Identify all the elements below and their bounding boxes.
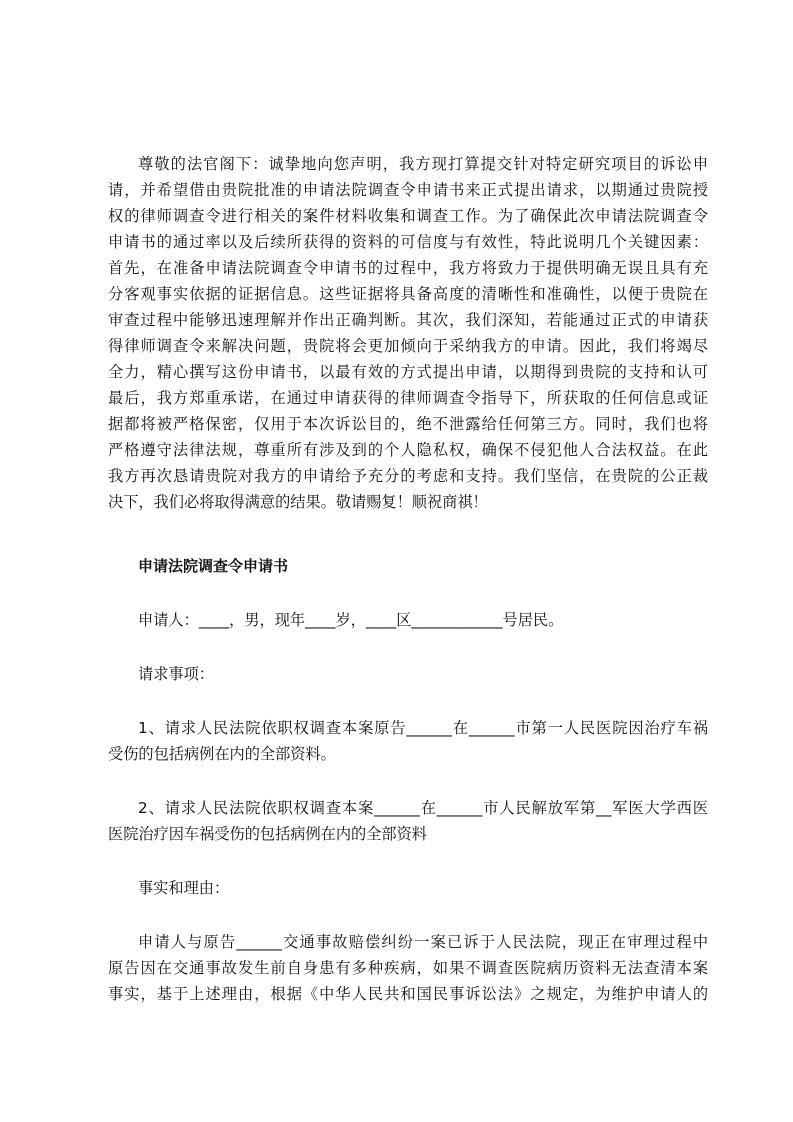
facts-line-1: 申请人与原告______交通事故赔偿纠纷一案已诉于人民法院，现正在审理过程中: [138, 933, 708, 951]
requests-label: 请求事项：: [138, 665, 214, 683]
intro-line-8: 得律师调查令来解决问题，贵院将会更加倾向于采纳我方的申请。因此，我们将竭尽: [108, 337, 708, 355]
intro-line-3: 权的律师调查令进行相关的案件材料收集和调查工作。为了确保此次申请法院调查令: [108, 207, 708, 225]
facts-line-2: 原告因在交通事故发生前自身患有多种疾病，如果不调查医院病历资料无法查清本案: [108, 959, 708, 977]
request-2-line-1: 2、请求人民法院依职权调查本案______在______市人民解放军第__军医大学西医: [138, 799, 708, 817]
intro-line-1: 尊敬的法官阁下：诚挚地向您声明，我方现打算提交针对特定研究项目的诉讼申: [138, 155, 708, 173]
intro-line-11: 据都将被严格保密，仅用于本次诉讼目的，绝不泄露给任何第三方。同时，我们也将: [108, 415, 708, 433]
intro-line-4: 申请书的通过率以及后续所获得的资料的可信度与有效性，特此说明几个关键因素：: [108, 233, 708, 251]
intro-line-10: 最后，我方郑重承诺，在通过申请获得的律师调查令指导下，所获取的任何信息或证: [108, 389, 708, 407]
applicant-line: 申请人：____，男，现年____岁，____区____________号居民。: [138, 611, 564, 629]
form-title: 申请法院调查令申请书: [138, 557, 289, 575]
intro-line-14: 决下，我们必将取得满意的结果。敬请赐复！顺祝商祺！: [108, 493, 488, 511]
facts-label: 事实和理由：: [138, 879, 230, 897]
intro-line-9: 全力，精心撰写这份申请书，以最有效的方式提出申请，以期得到贵院的支持和认可: [108, 363, 708, 381]
request-1-line-2: 受伤的包括病例在内的全部资料。: [108, 745, 336, 763]
facts-line-3: 事实，基于上述理由，根据《中华人民共和国民事诉讼法》之规定，为维护申请人的: [108, 985, 708, 1003]
intro-line-13: 我方再次恳请贵院对我方的申请给予充分的考虑和支持。我们坚信，在贵院的公正裁: [108, 467, 708, 485]
intro-line-5: 首先，在准备申请法院调查令申请书的过程中，我方将致力于提供明确无误且具有充: [108, 259, 708, 277]
intro-line-7: 审查过程中能够迅速理解并作出正确判断。其次，我们深知，若能通过正式的申请获: [108, 311, 708, 329]
request-2-line-2: 医院治疗因车祸受伤的包括病例在内的全部资料: [108, 825, 427, 843]
request-1-line-1: 1、请求人民法院依职权调查本案原告______在______市第一人民医院因治疗车祸: [138, 719, 708, 737]
intro-line-12: 严格遵守法律法规，尊重所有涉及到的个人隐私权，确保不侵犯他人合法权益。在此: [108, 441, 708, 459]
intro-line-6: 分客观事实依据的证据信息。这些证据将具备高度的清晰性和准确性，以便于贵院在: [108, 285, 708, 303]
intro-line-2: 请，并希望借由贵院批准的申请法院调查令申请书来正式提出请求，以期通过贵院授: [108, 181, 708, 199]
